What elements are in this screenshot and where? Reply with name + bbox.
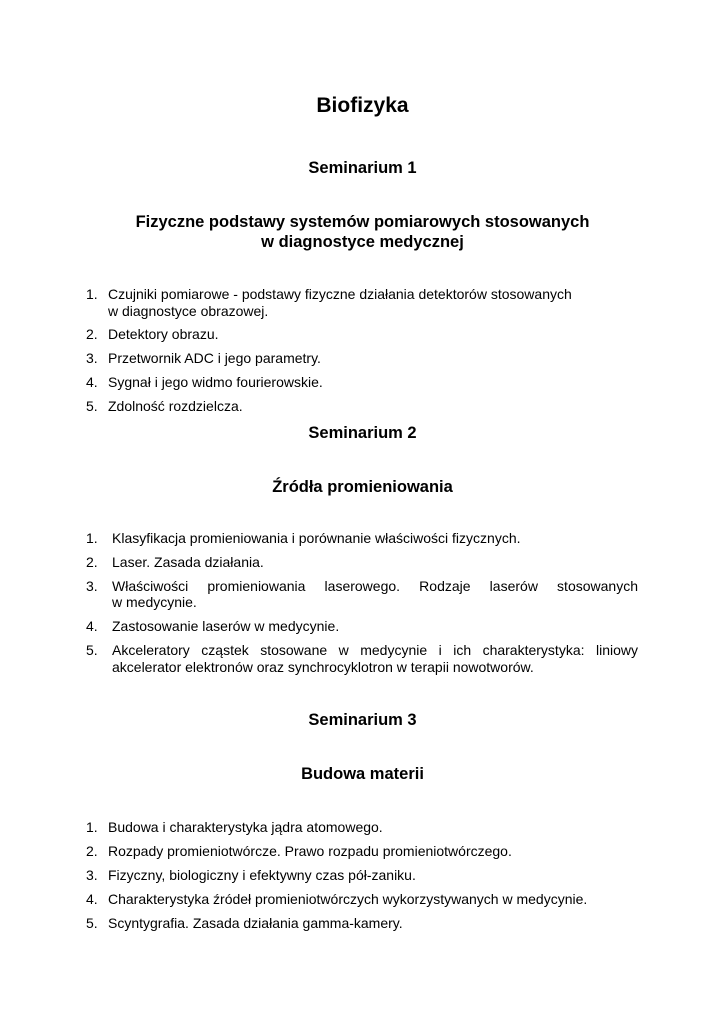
list-item xyxy=(86,618,638,635)
list-item-text: Laser. Zasada działania. xyxy=(112,553,264,570)
list-item xyxy=(86,867,646,884)
list-item-text: Zdolność rozdzielcza. xyxy=(108,398,243,415)
list-item-text: Fizyczny, biologiczny i efektywny czas pół-zaniku. xyxy=(108,866,416,883)
seminar-1-list xyxy=(86,286,646,422)
seminar-3-topic: Budowa materii xyxy=(301,765,424,783)
list-item-number: 1. xyxy=(86,530,98,546)
list-item-number: 3. xyxy=(86,866,98,883)
list-item-text: Rozpady promieniotwórcze. Prawo rozpadu promieniotwórczego. xyxy=(108,842,512,859)
seminar-3-list xyxy=(86,819,646,938)
list-item-text xyxy=(112,578,638,611)
list-item xyxy=(86,578,638,611)
list-item-text-line1: Właściwości promieniowania laserowego. Rodzaje laserów stosowanych xyxy=(112,577,638,594)
list-item xyxy=(86,530,638,547)
list-item-number: 4. xyxy=(86,374,98,391)
list-item xyxy=(86,843,646,860)
list-item-text: Sygnał i jego widmo fourierowskie. xyxy=(108,374,323,391)
list-item-text: Klasyfikacja promieniowania i porównanie właściwości fizycznych. xyxy=(112,530,521,546)
list-item xyxy=(86,891,646,908)
list-item-text: Budowa i charakterystyka jądra atomowego. xyxy=(108,819,383,835)
seminar-1-heading: Seminarium 1 xyxy=(308,159,417,177)
list-item-number: 5. xyxy=(86,642,98,659)
seminar-1-topic xyxy=(90,212,635,252)
list-item xyxy=(86,642,638,675)
seminar-2-heading: Seminarium 2 xyxy=(308,424,417,442)
document-title: Biofizyka xyxy=(316,94,409,117)
list-item xyxy=(86,819,646,836)
list-item-text: Scyntygrafia. Zasada działania gamma-kamery. xyxy=(108,914,403,931)
list-item-number: 1. xyxy=(86,819,98,835)
list-item-text: Przetwornik ADC i jego parametry. xyxy=(108,350,321,367)
list-item xyxy=(86,350,646,367)
list-item xyxy=(86,326,646,343)
list-item xyxy=(86,398,646,415)
seminar-1-topic-line2: w diagnostyce medycznej xyxy=(261,233,464,251)
list-item-text-line2: akcelerator elektronów oraz synchrocyklotron w terapii nowotworów. xyxy=(112,658,534,675)
list-item-text-line1: Akceleratory cząstek stosowane w medycynie i ich charakterystyka: liniowy xyxy=(112,642,638,659)
list-item-number: 5. xyxy=(86,398,98,415)
seminar-2-topic: Źródła promieniowania xyxy=(272,478,453,496)
list-item-number: 3. xyxy=(86,577,98,594)
list-item-number: 5. xyxy=(86,914,98,931)
list-item-number: 2. xyxy=(86,842,98,859)
list-item-text xyxy=(108,286,646,319)
list-item-text: Detektory obrazu. xyxy=(108,326,219,343)
list-item xyxy=(86,915,646,932)
seminar-3-heading: Seminarium 3 xyxy=(308,711,417,729)
list-item-text-line1: Czujniki pomiarowe - podstawy fizyczne działania detektorów stosowanych xyxy=(108,286,572,302)
list-item-number: 1. xyxy=(86,286,98,302)
list-item xyxy=(86,286,646,319)
list-item-text: Zastosowanie laserów w medycynie. xyxy=(112,618,340,635)
list-item-number: 3. xyxy=(86,350,98,367)
seminar-1-topic-line1: Fizyczne podstawy systemów pomiarowych stosowanych xyxy=(135,213,590,231)
list-item-number: 2. xyxy=(86,326,98,343)
list-item-number: 4. xyxy=(86,618,98,635)
list-item-text-line2: w diagnostyce obrazowej. xyxy=(108,302,269,319)
list-item-text xyxy=(112,642,638,675)
seminar-2-list xyxy=(86,530,638,682)
list-item xyxy=(86,374,646,391)
list-item-text: Charakterystyka źródeł promieniotwórczych wykorzystywanych w medycynie. xyxy=(108,890,588,907)
list-item-text-line2: w medycynie. xyxy=(112,594,197,611)
list-item-number: 4. xyxy=(86,890,98,907)
list-item xyxy=(86,554,638,571)
list-item-number: 2. xyxy=(86,553,98,570)
